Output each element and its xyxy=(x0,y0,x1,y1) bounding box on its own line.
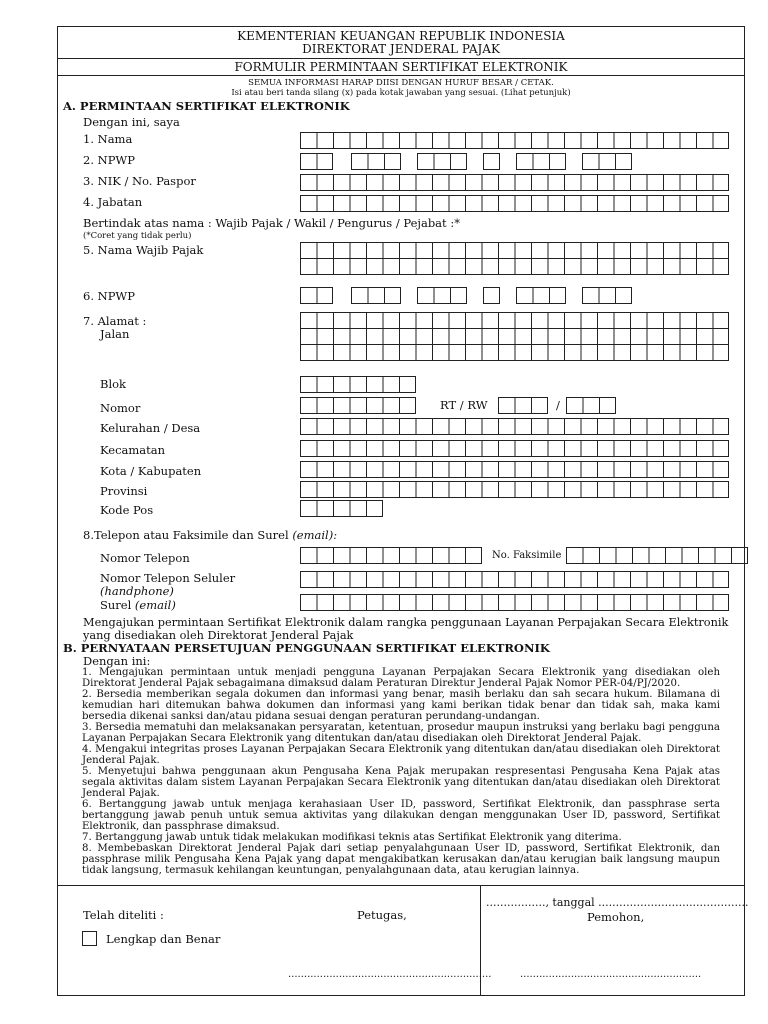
label-nomor: Nomor xyxy=(100,401,141,415)
input-faksimile[interactable] xyxy=(566,547,748,564)
section-a-intro: Dengan ini, saya xyxy=(83,115,180,129)
closing-line-2: yang disediakan oleh Direktorat Jenderal Pajak xyxy=(83,629,354,642)
input-npwp-wp-2[interactable] xyxy=(351,287,401,304)
statement-4: 4. Mengakui integritas proses Layanan Perpajakan Secara Elektronik yang ditentukan dan/atau disediakan oleh Direktorat Jenderal Pajak. xyxy=(82,744,720,766)
input-nama[interactable] xyxy=(300,132,729,149)
label-contact xyxy=(83,529,337,542)
closing-line-1: Mengajukan permintaan Sertifikat Elektronik dalam rangka penggunaan Layanan Perpajakan Secara Elektronik xyxy=(83,616,729,629)
input-npwp-2[interactable] xyxy=(351,153,401,170)
label-faksimile: No. Faksimile xyxy=(492,550,562,561)
acting-note: (*Coret yang tidak perlu) xyxy=(83,231,192,241)
label-pemohon: Pemohon, xyxy=(587,910,645,924)
label-blok: Blok xyxy=(100,377,127,391)
input-npwp-1[interactable] xyxy=(300,153,333,170)
statement-3: 3. Bersedia mematuhi dan melaksanakan persyaratan, ketentuan, prosedur maupun instruksi yang berlaku bagi pengguna Layanan Perpajakan Secara Elektronik yang ditentukan dan/atau disediakan oleh Direktorat Jenderal Pajak. xyxy=(82,722,720,744)
label-jabatan: 4. Jabatan xyxy=(83,195,143,209)
input-rt[interactable] xyxy=(498,397,548,414)
label-surel-email: (email) xyxy=(134,598,176,612)
divider xyxy=(57,75,745,76)
label-handphone: (handphone) xyxy=(100,584,174,598)
input-nama-wp-1[interactable] xyxy=(300,242,729,259)
input-npwp-4[interactable] xyxy=(483,153,500,170)
form-title: FORMULIR PERMINTAAN SERTIFIKAT ELEKTRONIK xyxy=(234,60,568,74)
label-diteliti: Telah diteliti : xyxy=(83,908,164,922)
label-rtrw: RT / RW xyxy=(440,398,488,412)
label-telepon: Nomor Telepon xyxy=(100,551,190,565)
label-contact-email: (email): xyxy=(292,528,338,542)
instruction-1: SEMUA INFORMASI HARAP DIISI DENGAN HURUF BESAR / CETAK. xyxy=(248,78,554,88)
instruction-2: Isi atau beri tanda silang (x) pada kotak jawaban yang sesuai. (Lihat petunjuk) xyxy=(231,88,571,98)
label-npwp-wp: 6. NPWP xyxy=(83,289,135,303)
input-rw[interactable] xyxy=(566,397,616,414)
label-kota: Kota / Kabupaten xyxy=(100,464,202,478)
divider xyxy=(57,58,745,59)
section-a-heading: A. PERMINTAAN SERTIFIKAT ELEKTRONIK xyxy=(63,99,350,113)
input-provinsi[interactable] xyxy=(300,481,729,498)
label-surel xyxy=(100,599,176,612)
input-nomor[interactable] xyxy=(300,397,416,414)
input-blok[interactable] xyxy=(300,376,416,393)
input-kecamatan[interactable] xyxy=(300,440,729,457)
input-jabatan[interactable] xyxy=(300,195,729,212)
input-telepon[interactable] xyxy=(300,547,482,564)
statement-6: 6. Bertanggung jawab untuk menjaga kerahasiaan User ID, password, Sertifikat Elektronik, dan passphrase serta bertanggung jawab penuh untuk semua aktivitas yang dilakukan dengan menggunakan User ID, password, Sertifikat Elektronik, dan passphrase dimaksud. xyxy=(82,799,720,832)
label-npwp: 2. NPWP xyxy=(83,153,135,167)
lengkap-checkbox[interactable] xyxy=(82,931,97,946)
acting-on-behalf: Bertindak atas nama : Wajib Pajak / Wakil / Pengurus / Pejabat :* xyxy=(83,216,460,230)
date-line[interactable]: ................., tanggal ........................................... xyxy=(486,896,749,909)
statement-7: 7. Bertanggung jawab untuk tidak melakukan modifikasi teknis atas Sertifikat Elektronik yang diterima. xyxy=(82,832,622,843)
input-npwp-wp-4[interactable] xyxy=(483,287,500,304)
section-b-intro: Dengan ini: xyxy=(83,654,151,668)
input-kodepos[interactable] xyxy=(300,500,383,517)
label-alamat: 7. Alamat : xyxy=(83,314,147,328)
pemohon-signature-line[interactable]: ......................................................... xyxy=(520,969,702,980)
rtrw-separator: / xyxy=(556,398,560,412)
input-jalan-2[interactable] xyxy=(300,328,729,345)
label-petugas: Petugas, xyxy=(357,908,407,922)
label-nama-wp: 5. Nama Wajib Pajak xyxy=(83,243,204,257)
input-surel[interactable] xyxy=(300,594,729,611)
label-seluler: Nomor Telepon Seluler xyxy=(100,571,236,585)
label-nama: 1. Nama xyxy=(83,132,133,146)
input-npwp-wp-1[interactable] xyxy=(300,287,333,304)
label-surel-text: Surel xyxy=(100,598,135,612)
label-kecamatan: Kecamatan xyxy=(100,443,166,457)
input-kota[interactable] xyxy=(300,461,729,478)
input-npwp-3[interactable] xyxy=(417,153,467,170)
ministry-title: KEMENTERIAN KEUANGAN REPUBLIK INDONESIA xyxy=(237,29,565,43)
directorate-title: DIREKTORAT JENDERAL PAJAK xyxy=(302,42,500,56)
input-seluler[interactable] xyxy=(300,571,729,588)
statement-1: 1. Mengajukan permintaan untuk menjadi pengguna Layanan Perpajakan Secara Elektronik yang disediakan oleh Direktorat Jenderal Pajak sebagaimana dimaksud dalam Peraturan Direktur Jenderal Pajak Nomor PER-04/PJ/2020. xyxy=(82,667,720,689)
input-npwp-wp-5[interactable] xyxy=(516,287,566,304)
statement-2: 2. Bersedia memberikan segala dokumen dan informasi yang benar, masih berlaku dan sah secara hukum. Bilamana di kemudian hari ditemukan bahwa dokumen dan informasi yang kami berikan tidak benar dan tidak sah, maka kami bersedia dikenai sanksi dan/atau pidana sesuai dengan peraturan perundang-undangan. xyxy=(82,689,720,722)
label-jalan: Jalan xyxy=(100,327,130,341)
statement-5: 5. Menyetujui bahwa penggunaan akun Pengusaha Kena Pajak merupakan respresentasi Pengusaha Kena Pajak atas segala aktivitas dalam sistem Layanan Perpajakan Secara Elektronik yang ditentukan dan/atau disediakan oleh Direktorat Jenderal Pajak. xyxy=(82,766,720,799)
input-jalan-3[interactable] xyxy=(300,344,729,361)
label-provinsi: Provinsi xyxy=(100,484,148,498)
input-npwp-6[interactable] xyxy=(582,153,632,170)
input-nik[interactable] xyxy=(300,174,729,191)
label-nik: 3. NIK / No. Paspor xyxy=(83,174,196,188)
label-kodepos: Kode Pos xyxy=(100,503,154,517)
input-npwp-wp-6[interactable] xyxy=(582,287,632,304)
input-nama-wp-2[interactable] xyxy=(300,258,729,275)
label-kelurahan: Kelurahan / Desa xyxy=(100,421,201,435)
petugas-signature-line[interactable]: ................................................................ xyxy=(288,969,492,980)
section-b-heading: B. PERNYATAAN PERSETUJUAN PENGGUNAAN SERTIFIKAT ELEKTRONIK xyxy=(63,641,550,655)
input-npwp-wp-3[interactable] xyxy=(417,287,467,304)
input-jalan-1[interactable] xyxy=(300,312,729,329)
signature-divider xyxy=(57,885,745,886)
label-contact-text: 8.Telepon atau Faksimile dan Surel xyxy=(83,528,293,542)
statement-8: 8. Membebaskan Direktorat Jenderal Pajak dari setiap penyalahgunaan User ID, password, Sertifikat Elektronik, dan passphrase milik Pengusaha Kena Pajak yang dapat mengakibatkan kerusakan dan/atau kerugian baik langsung maupun tidak langsung, termasuk kehilangan keuntungan, penyalahgunaan data, atau kerugian lainnya. xyxy=(82,843,720,876)
input-kelurahan[interactable] xyxy=(300,418,729,435)
input-npwp-5[interactable] xyxy=(516,153,566,170)
label-lengkap: Lengkap dan Benar xyxy=(106,932,221,946)
